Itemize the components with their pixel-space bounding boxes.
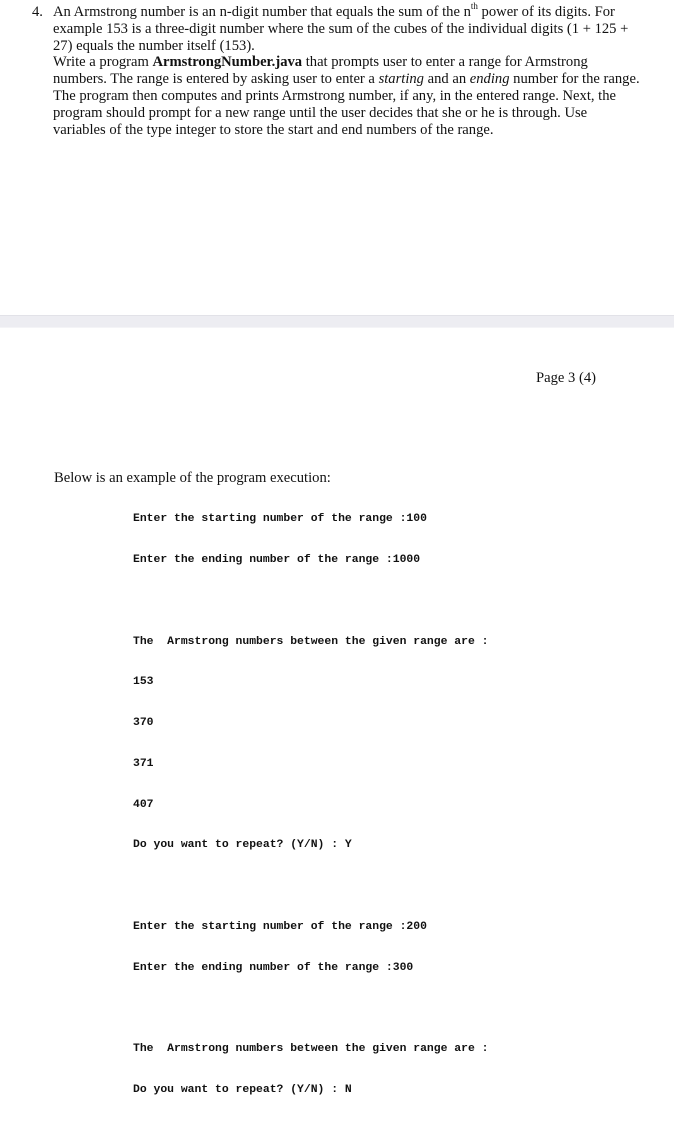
task-text-part3: and an	[423, 71, 470, 88]
console-line: Enter the ending number of the range :1000	[133, 553, 421, 566]
question-block	[32, 1, 642, 138]
console-output	[133, 486, 488, 1125]
armstrong-definition-paragraph	[53, 1, 642, 54]
console-line: The Armstrong numbers between the given range are :	[133, 1043, 489, 1056]
page-number: Page 3 (4)	[536, 370, 596, 386]
console-line: Enter the starting number of the range :100	[133, 513, 427, 526]
console-line: 371	[133, 757, 154, 770]
console-line: Enter the starting number of the range :200	[133, 921, 427, 933]
page-break-divider	[0, 315, 674, 328]
question-body	[53, 1, 642, 138]
console-line: 370	[133, 717, 154, 730]
starting-emphasis: starting	[378, 71, 424, 88]
definition-text-part2: power of its digits. For example 153 is a three-digit number where the sum of the cubes of the individual digits (1 + 125 + 27) equals the number itself (153).	[53, 4, 629, 54]
ending-emphasis: ending	[469, 71, 510, 88]
console-blank-line	[133, 595, 488, 609]
console-blank-line	[133, 1003, 488, 1017]
program-filename: ArmstrongNumber.java	[152, 54, 303, 71]
task-paragraph	[53, 54, 642, 138]
console-line: The Armstrong numbers between the given range are :	[133, 635, 489, 648]
console-blank-line	[133, 880, 488, 894]
console-line: 153	[133, 676, 154, 689]
task-text-part1: Write a program	[53, 54, 153, 71]
question-number: 4.	[32, 4, 43, 20]
superscript-th: th	[470, 1, 478, 12]
task-text-part4: number for the range. The program then computes and prints Armstrong number, if any, in the entered range. Next, the program should prompt for a new range until the user decides that she or he is through. Use variables of the type integer to store the start and end numbers of the range.	[53, 71, 640, 138]
example-intro: Below is an example of the program execution:	[54, 470, 331, 486]
task-text-part2: that prompts user to enter a range for Armstrong numbers. The range is entered by asking user to enter a	[53, 54, 588, 88]
console-line: Do you want to repeat? (Y/N) : N	[133, 1084, 352, 1097]
console-line: 407	[133, 798, 154, 811]
console-line: Do you want to repeat? (Y/N) : Y	[133, 839, 352, 852]
definition-text-part1: An Armstrong number is an n-digit number that equals the sum of the n	[53, 4, 471, 20]
console-line: Enter the ending number of the range :300	[133, 961, 414, 974]
